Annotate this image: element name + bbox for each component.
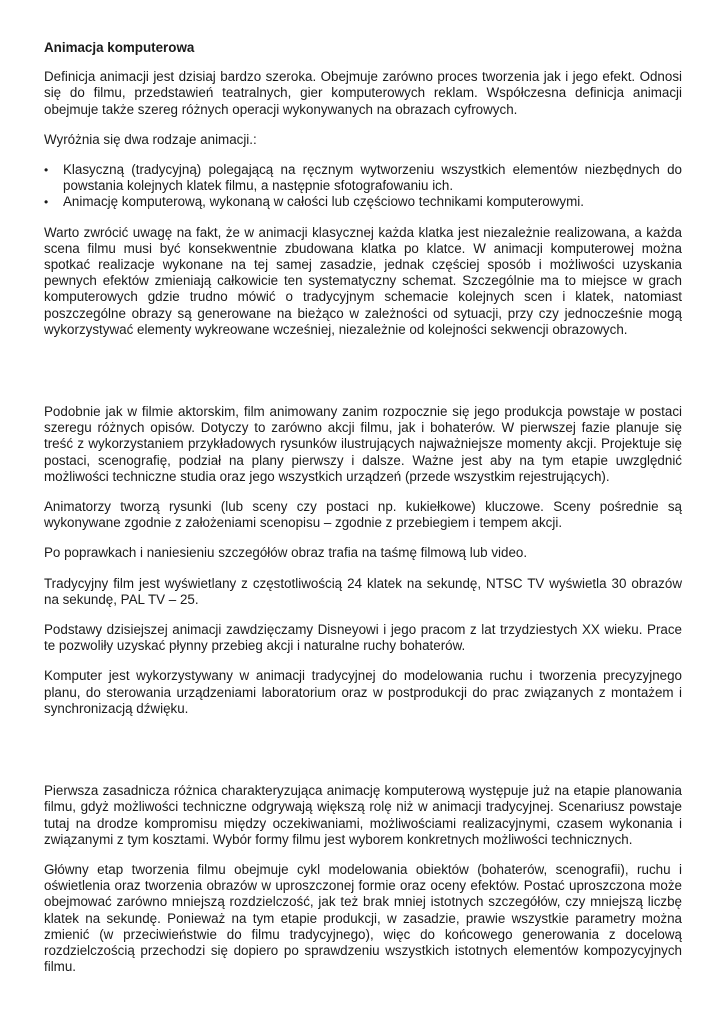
document-title: Animacja komputerowa <box>44 40 195 55</box>
paragraph-first-difference: Pierwsza zasadnicza różnica charakteryzująca animację komputerową występuje już na etapie planowania filmu, gdyż możliwości techniczne odgrywają większą rolę niż w animacji tradycyjnej. Scenariusz powstaje tutaj na drodze kompromisu między oczekiwaniami, możliwościami realizacyjnymi, czasem wykonania i związanymi z tym kosztami. Wybór formy filmu jest wyborem konkretnych możliwości technicznych. <box>44 783 682 847</box>
paragraph-computer-in-traditional: Komputer jest wykorzystywany w animacji tradycyjnej do modelowania ruchu i tworzenia precyzyjnego planu, do sterowania urządzeniami laboratorium oraz w postprodukcji do prac związanych z montażem i synchronizacją dźwięku. <box>44 668 682 716</box>
bullet-icon: • <box>44 195 49 210</box>
list-item <box>44 162 682 194</box>
paragraph-classic-vs-computer: Warto zwrócić uwagę na fakt, że w animacji klasycznej każda klatka jest niezależnie realizowana, a każda scena filmu musi być konsekwentnie zbudowana klatka po klatce. W animacji komputerowej można spotkać realizacje wykonane na tej samej zasadzie, jednak częściej sposób i możliwości uzyskania pewnych efektów zmieniają całkowicie ten systematyczny schemat. Szczególnie ma to miejsce w grach komputerowych gdzie trudno mówić o tradycyjnym schemacie kolejnych scen i klatek, natomiast poszczególne obrazy są generowane na bieżąco w zależności od sytuacji, przy czy jednocześnie mogą wykorzystywać elementy wykreowane wcześniej, niezależnie od kolejności sekwencji obrazowych. <box>44 224 682 337</box>
section-spacer <box>44 731 682 783</box>
paragraph-definition: Definicja animacji jest dzisiaj bardzo szeroka. Obejmuje zarówno proces tworzenia jak i jego efekt. Odnosi się do filmu, przedstawień teatralnych, gier komputerowych reklam. Współczesna definicja animacji obejmuje także szereg różnych operacji wykonywanych na obrazach cyfrowych. <box>44 69 682 117</box>
paragraph-disney: Podstawy dzisiejszej animacji zawdzięczamy Disneyowi i jego pracom z lat trzydziestych XX wieku. Prace te pozwoliły uzyskać płynny przebieg akcji i naturalne ruchy bohaterów. <box>44 622 682 654</box>
paragraph-corrections: Po poprawkach i naniesieniu szczegółów obraz trafia na taśmę filmową lub video. <box>44 545 528 561</box>
list-item-text: Klasyczną (tradycyjną) polegającą na ręcznym wytworzeniu wszystkich elementów niezbędnych do powstania kolejnych klatek filmu, a następnie sfotografowaniu ich. <box>63 162 682 194</box>
section-spacer <box>44 352 682 404</box>
paragraph-frame-rates: Tradycyjny film jest wyświetlany z częstotliwością 24 klatek na sekundę, NTSC TV wyświetla 30 obrazów na sekundę, PAL TV – 25. <box>44 575 682 607</box>
paragraph-types-intro: Wyróżnia się dwa rodzaje animacji.: <box>44 131 257 147</box>
paragraph-production-planning: Podobnie jak w filmie aktorskim, film animowany zanim rozpocznie się jego produkcja powstaje w postaci szeregu różnych opisów. Dotyczy to zarówno akcji filmu, jak i bohaterów. W pierwszej fazie planuje się treść z wykorzystaniem przykładowych rysunków ilustrujących najważniejsze momenty akcji. Projektuje się postaci, scenografię, podział na plany pierwszy i dalsze. Ważne jest aby na tym etapie uwzględnić możliwości techniczne studia oraz jego wszystkich urządzeń (przede wszystkim rejestrujących). <box>44 404 682 484</box>
bullet-icon: • <box>44 163 49 178</box>
document-page <box>44 40 682 989</box>
paragraph-main-stage: Główny etap tworzenia filmu obejmuje cykl modelowania obiektów (bohaterów, scenografii), ruchu i oświetlenia oraz tworzenia obrazów w uproszczonej formie oraz oceny efektów. Postać uproszczona może obejmować zarówno mniejszą rozdzielczość, jak też brak mniej istotnych szczegółów, czy mniejszą liczbę klatek na sekundę. Ponieważ na tym etapie produkcji, w zasadzie, prawie wszystkie parametry można zmienić (w przeciwieństwie do filmu tradycyjnego), więc do końcowego generowania z docelową rozdzielczością przechodzi się dopiero po sprawdzeniu wszystkich istotnych elementów kompozycyjnych filmu. <box>44 861 682 975</box>
list-item-text: Animację komputerową, wykonaną w całości lub częściowo technikami komputerowymi. <box>63 194 584 210</box>
paragraph-animators: Animatorzy tworzą rysunki (lub sceny czy postaci np. kukiełkowe) kluczowe. Sceny pośrednie są wykonywane zgodnie z założeniami scenopisu – zgodnie z przebiegiem i tempem akcji. <box>44 499 682 531</box>
list-item <box>44 194 682 210</box>
animation-types-list <box>44 162 682 211</box>
